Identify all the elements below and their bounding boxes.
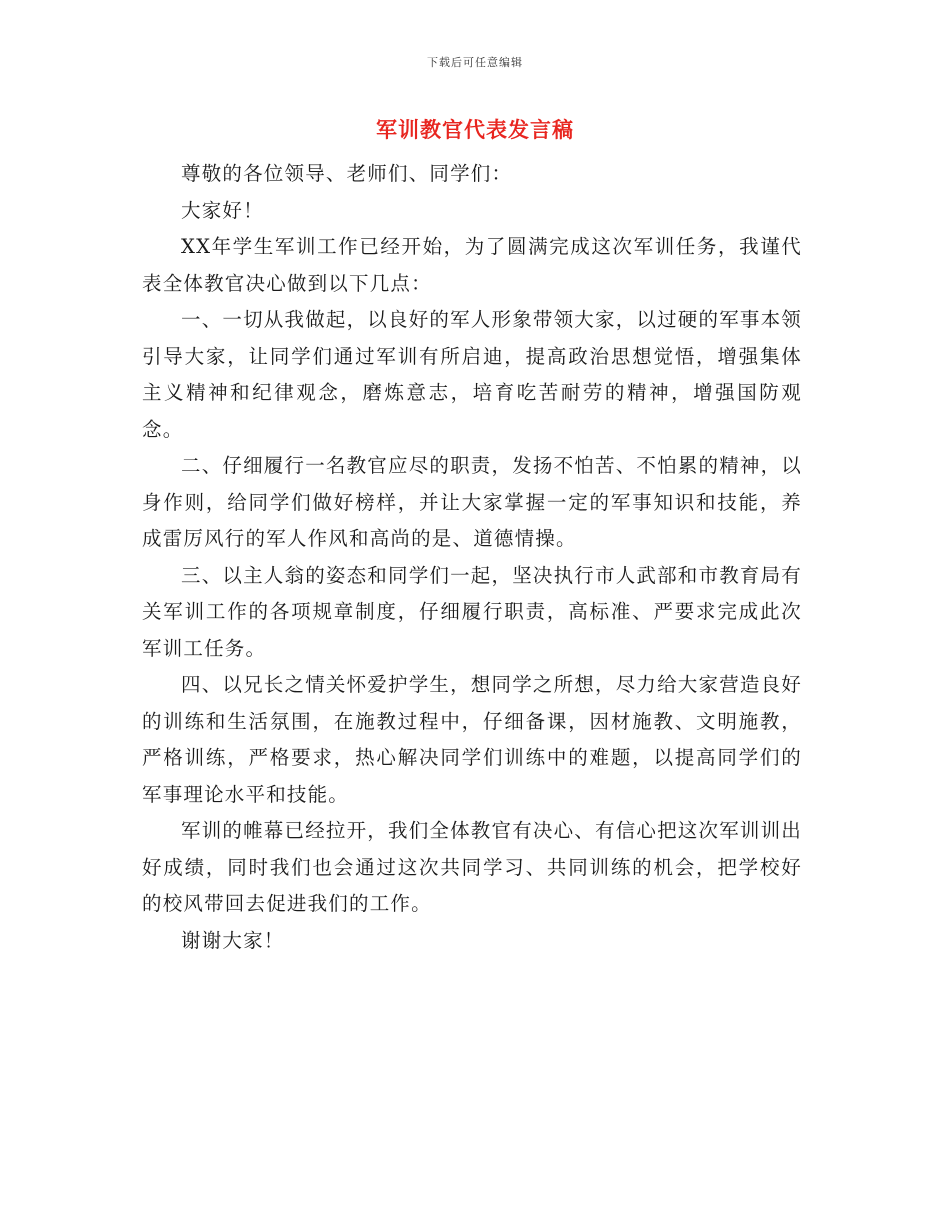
point-three-paragraph: 三、以主人翁的姿态和同学们一起，坚决执行市人武部和市教育局有关军训工作的各项规章制度，仔细履行职责，高标准、严要求完成此次军训工任务。 [142,563,803,660]
header-note: 下载后可任意编辑 [427,56,523,69]
document-title: 军训教官代表发言稿 [376,117,574,142]
point-one-paragraph: 一、一切从我做起，以良好的军人形象带领大家，以过硬的军事本领引导大家，让同学们通过军训有所启迪，提高政治思想觉悟，增强集体主义精神和纪律观念，磨炼意志，培育吃苦耐劳的精神，增强国防观念。 [142,308,803,441]
thanks-line: 谢谢大家！ [181,928,285,952]
point-four-paragraph: 四、以兄长之情关怀爱护学生，想同学之所想，尽力给大家营造良好的训练和生活氛围，在施教过程中，仔细备课，因材施教、文明施教，严格训练，严格要求，热心解决同学们训练中的难题，以提高同学们的军事理论水平和技能。 [142,673,803,806]
greeting: 大家好！ [181,198,264,222]
point-two-paragraph: 二、仔细履行一名教官应尽的职责，发扬不怕苦、不怕累的精神，以身作则，给同学们做好榜样，并让大家掌握一定的军事知识和技能，养成雷厉风行的军人作风和高尚的是、道德情操。 [142,454,803,550]
document-body [142,156,802,959]
salutation: 尊敬的各位领导、老师们、同学们： [181,162,513,185]
closing-paragraph: 军训的帷幕已经拉开，我们全体教官有决心、有信心把这次军训训出好成绩，同时我们也会通过这次共同学习、共同训练的机会，把学校好的校风带回去促进我们的工作。 [142,819,803,915]
intro-paragraph: XX年学生军训工作已经开始，为了圆满完成这次军训任务，我谨代表全体教官决心做到以下几点： [142,235,802,295]
